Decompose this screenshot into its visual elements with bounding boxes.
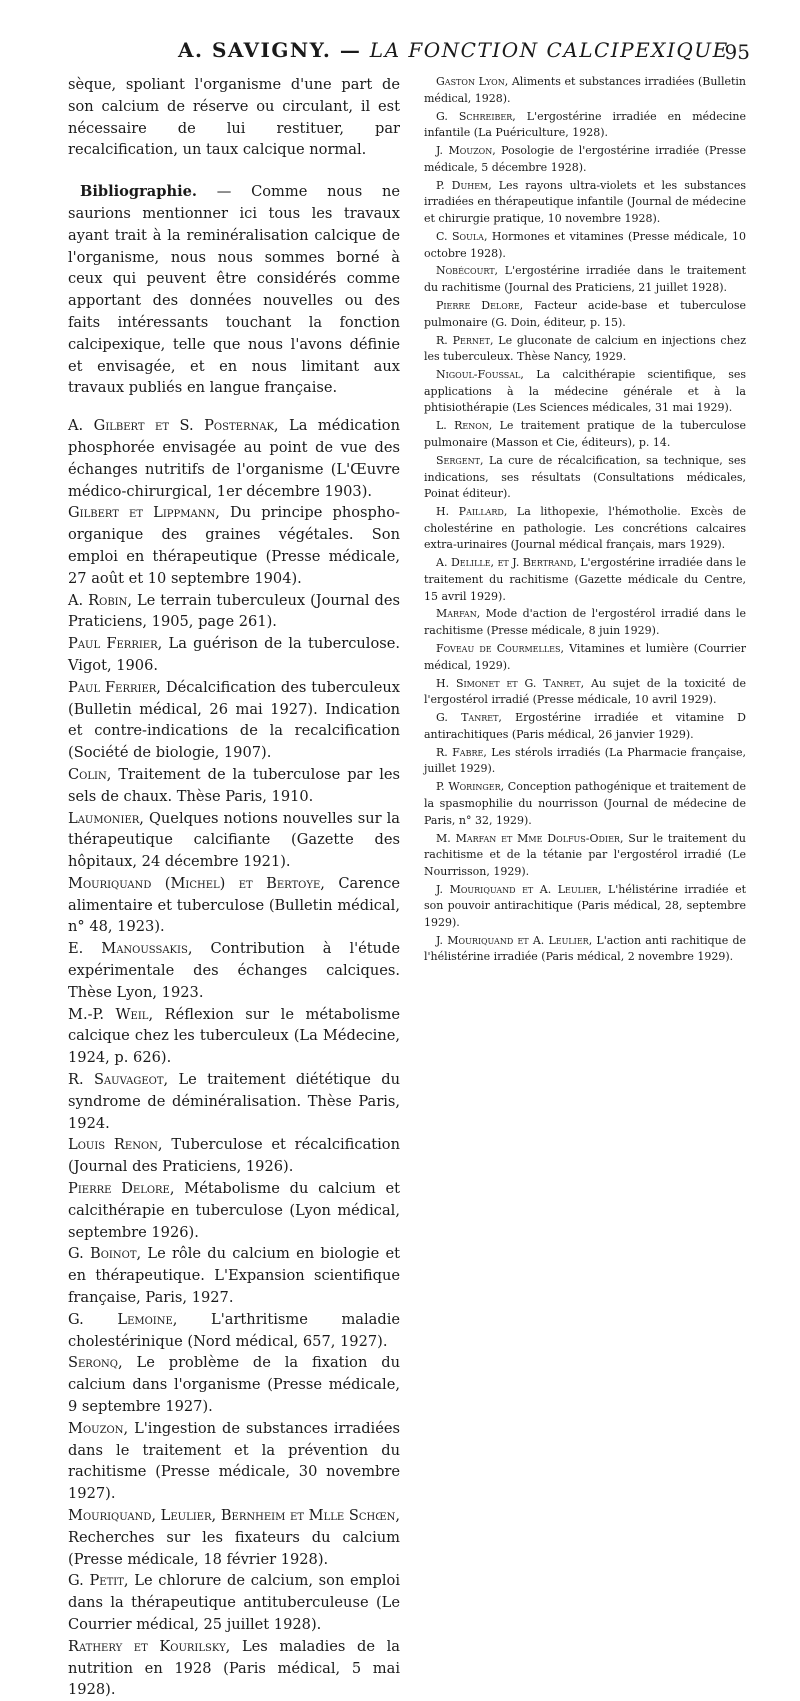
reference-text: Le traitement pratique de la tuberculose pulmonaire (Masson et Cie, éditeurs), p. 14.	[424, 419, 746, 449]
reference-entry	[424, 263, 746, 296]
reference-text: Le traitement diététique du syndrome de déminéralisation. Thèse Paris, 1924.	[68, 1071, 400, 1132]
bibliography-intro-text: — Comme nous ne saurions mentionner ici tous les travaux ayant trait à la reminéralisation calcique de l'organisme, nous nous sommes borné à ceux qui peuvent être considérés comme apportant des données nouvelles ou des faits intéressants touchant la fonction calcipexique, telle que nous l'avons définie et envisagée, et en nous limitant aux travaux publiés en langue française.	[68, 183, 400, 397]
reference-text: Métabolisme du calcium et calcithérapie en tuberculose (Lyon médical, septembre 1926).	[68, 1180, 400, 1241]
header-dash: —	[331, 38, 370, 62]
reference-entry	[68, 1570, 400, 1635]
reference-author: M. Marfan et Mme Dolfus-Odier,	[436, 831, 624, 845]
reference-entry	[68, 677, 400, 764]
reference-entry	[68, 1418, 400, 1505]
reference-text: La calcithérapie scientifique, ses applications à la médecine générale et à la phtisiothérapie (Les Sciences médicales, 31 mai 1929).	[424, 368, 746, 415]
reference-entry	[68, 808, 400, 873]
right-reference-list	[424, 74, 746, 966]
reference-text: L'action anti rachitique de l'hélistérine irradiée (Paris médical, 2 novembre 1929).	[424, 933, 746, 964]
reference-author: Gilbert et Lippmann,	[68, 504, 220, 522]
reference-author: Nigoul-Foussal,	[436, 368, 524, 382]
reference-entry	[68, 1069, 400, 1134]
reference-author: Mouriquand, Leulier, Bernheim et Mlle Schœn,	[68, 1507, 400, 1524]
reference-entry	[68, 1243, 400, 1308]
reference-text: L'ergostérine irradiée dans le traitement du rachitisme (Journal des Praticiens, 21 juillet 1928).	[424, 264, 746, 295]
reference-author: A. Robin,	[68, 591, 133, 609]
reference-entry	[424, 74, 746, 107]
reference-author: Pierre Delore,	[68, 1180, 175, 1198]
page-number: 95	[724, 40, 750, 64]
reference-text: La médication phosphorée envisagée au point de vue des échanges nutritifs de l'organisme (L'Œuvre médico-chirurgical, 1er décembre 1903).	[68, 417, 400, 500]
reference-entry	[424, 453, 746, 503]
reference-entry	[424, 745, 746, 778]
reference-text: Posologie de l'ergostérine irradiée (Presse médicale, 5 décembre 1928).	[424, 144, 746, 174]
reference-text: Du principe phospho-organique des graines végétales. Son emploi en thérapeutique (Presse médicale, 27 août et 10 septembre 1904).	[68, 504, 400, 587]
reference-entry	[68, 1352, 400, 1417]
reference-author: Mouriquand (Michel) et Bertoye,	[68, 874, 325, 892]
reference-text: La lithopexie, l'hémotholie. Excès de cholestérine en pathologie. Les concrétions calcaires extra-urinaires (Journal médical français, mars 1929).	[424, 505, 746, 552]
right-column	[424, 74, 746, 967]
reference-author: Seronq,	[68, 1354, 123, 1372]
bibliography-heading: Bibliographie.	[80, 183, 197, 201]
reference-entry	[424, 143, 746, 176]
reference-text: La cure de récalcification, sa technique, ses indications, ses résultats (Consultations médicales, Poinat éditeur).	[424, 453, 746, 501]
reference-author: J. Mouzon,	[436, 144, 496, 158]
header-author: A. SAVIGNY.	[178, 38, 332, 62]
reference-text: Tuberculose et récalcification (Journal des Praticiens, 1926).	[68, 1136, 400, 1176]
left-reference-list	[68, 415, 400, 1701]
reference-entry	[68, 415, 400, 502]
reference-author: H. Simonet et G. Tanret,	[436, 676, 585, 690]
reference-entry	[424, 504, 746, 554]
reference-text: Facteur acide-base et tuberculose pulmonaire (G. Doin, éditeur, p. 15).	[424, 299, 746, 329]
reference-entry	[424, 555, 746, 605]
reference-author: G. Tanret,	[436, 711, 502, 725]
reference-text: Réflexion sur le métabolisme calcique chez les tuberculeux (La Médecine, 1924, p. 626).	[68, 1005, 400, 1067]
reference-entry	[424, 641, 746, 674]
page-header	[68, 34, 748, 74]
reference-entry	[68, 873, 400, 938]
running-title	[178, 38, 729, 62]
reference-text: Décalcification des tuberculeux (Bulletin médical, 26 mai 1927). Indication et contre-indications de la recalcification (Société de biologie, 1907).	[68, 678, 400, 762]
reference-entry	[424, 831, 746, 881]
reference-author: Colin,	[68, 765, 112, 783]
reference-author: C. Soula,	[436, 229, 488, 243]
reference-text: Carence alimentaire et tuberculose (Bulletin médical, n° 48, 1923).	[68, 874, 401, 936]
reference-entry	[424, 882, 746, 932]
reference-entry	[68, 1004, 400, 1069]
reference-author: E. Manoussakis,	[68, 940, 193, 958]
reference-entry	[424, 779, 746, 829]
reference-text: L'arthritisme maladie cholestérinique (Nord médical, 657, 1927).	[68, 1310, 400, 1350]
reference-text: L'ergostérine irradiée en médecine infantile (La Puériculture, 1928).	[424, 109, 746, 140]
reference-text: Le rôle du calcium en biologie et en thérapeutique. L'Expansion scientifique française, Paris, 1927.	[68, 1245, 400, 1307]
reference-entry	[68, 1636, 400, 1701]
reference-author: R. Fabre,	[436, 745, 487, 759]
reference-author: G. Boinot,	[68, 1245, 142, 1263]
reference-author: J. Mouriquand et A. Leulier,	[436, 882, 602, 896]
reference-entry	[68, 1134, 400, 1178]
reference-author: J. Mouriquand et A. Leulier,	[436, 933, 593, 947]
reference-entry	[424, 933, 746, 966]
reference-text: Recherches sur les fixateurs du calcium (Presse médicale, 18 février 1928).	[68, 1528, 400, 1568]
bibliography-intro	[68, 181, 400, 399]
reference-entry	[68, 1178, 400, 1243]
reference-author: L. Renon,	[436, 419, 493, 433]
reference-author: Paul Ferrier,	[68, 678, 161, 696]
reference-author: G. Schreiber,	[436, 109, 516, 123]
reference-text: Les stérols irradiés (La Pharmacie française, juillet 1929).	[424, 745, 746, 776]
reference-author: Marfan,	[436, 607, 481, 621]
continuation-paragraph: sèque, spoliant l'organisme d'une part de son calcium de réserve ou circulant, il est nécessaire de lui restituer, par recalcification, un taux calcique normal.	[68, 76, 400, 159]
reference-entry	[424, 676, 746, 709]
reference-entry	[68, 1309, 400, 1353]
header-title: LA FONCTION CALCIPEXIQUE	[369, 38, 729, 62]
reference-author: M.-P. Weil,	[68, 1005, 154, 1023]
reference-text: Le gluconate de calcium en injections chez les tuberculeux. Thèse Nancy, 1929.	[424, 333, 746, 364]
reference-entry	[424, 710, 746, 743]
reference-author: P. Woringer,	[436, 780, 505, 794]
reference-author: Louis Renon,	[68, 1136, 163, 1154]
reference-author: Laumonier,	[68, 809, 144, 827]
reference-author: R. Pernet,	[436, 333, 494, 347]
reference-text: Aliments et substances irradiées (Bulletin médical, 1928).	[424, 75, 747, 105]
reference-author: Mouzon,	[68, 1419, 129, 1437]
reference-author: Foveau de Courmelles,	[436, 642, 564, 656]
reference-text: Le terrain tuberculeux (Journal des Praticiens, 1905, page 261).	[68, 591, 400, 631]
reference-text: Ergostérine irradiée et vitamine D antirachitiques (Paris médical, 26 janvier 1929).	[424, 711, 746, 741]
reference-author: Gaston Lyon,	[436, 75, 509, 88]
reference-author: G. Petit,	[68, 1572, 129, 1590]
reference-entry	[68, 590, 400, 634]
reference-entry	[68, 938, 400, 1003]
reference-entry	[68, 1505, 400, 1570]
reference-entry	[424, 109, 746, 142]
reference-entry	[424, 606, 746, 639]
reference-author: A. Gilbert et S. Posternak,	[68, 417, 279, 435]
reference-author: H. Paillard,	[436, 505, 508, 519]
reference-entry	[424, 178, 746, 228]
reference-author: G. Lemoine,	[68, 1310, 178, 1328]
reference-entry	[424, 229, 746, 262]
reference-text: Vitamines et lumière (Courrier médical, 1929).	[424, 642, 746, 672]
reference-author: Nobécourt,	[436, 264, 499, 278]
reference-text: Contribution à l'étude expérimentale des échanges calciques. Thèse Lyon, 1923.	[68, 940, 400, 1001]
reference-author: Sergent,	[436, 453, 484, 467]
reference-text: Hormones et vitamines (Presse médicale, 10 octobre 1928).	[424, 229, 746, 260]
reference-entry	[424, 298, 746, 331]
reference-entry	[68, 764, 400, 808]
reference-author: R. Sauvageot,	[68, 1071, 169, 1089]
reference-text: Le chlorure de calcium, son emploi dans la thérapeutique antituberculeuse (Le Courrier médical, 25 juillet 1928).	[68, 1572, 401, 1633]
reference-author: Paul Ferrier,	[68, 635, 163, 653]
reference-text: Sur le traitement du rachitisme et de la tétanie par l'ergostérol irradié (Le Nourrisson, 1929).	[424, 831, 747, 878]
reference-text: L'ergostérine irradiée dans le traitement du rachitisme (Gazette médicale du Centre, 15 avril 1929).	[424, 556, 746, 603]
reference-text: L'hélistérine irradiée et son pouvoir antirachitique (Paris médical, 28, septembre 1929).	[424, 882, 747, 929]
reference-text: Traitement de la tuberculose par les sels de chaux. Thèse Paris, 1910.	[68, 765, 400, 805]
reference-text: Les maladies de la nutrition en 1928 (Paris médical, 5 mai 1928).	[68, 1637, 400, 1699]
reference-entry	[424, 367, 746, 417]
reference-text: Au sujet de la toxicité de l'ergostérol irradié (Presse médicale, 10 avril 1929).	[424, 676, 746, 707]
reference-text: Les rayons ultra-violets et les substances irradiées en thérapeutique infantile (Journal de médecine et chirurgie pratique, 10 novembre 1928).	[424, 178, 747, 225]
reference-text: L'ingestion de substances irradiées dans le traitement et la prévention du rachitisme (Presse médicale, 30 novembre 1927).	[68, 1419, 400, 1503]
reference-text: Le problème de la fixation du calcium dans l'organisme (Presse médicale, 9 septembre 1927).	[68, 1354, 400, 1416]
reference-author: A. Delille, et J. Bertrand,	[436, 556, 577, 570]
reference-entry	[68, 502, 400, 589]
reference-author: P. Duhem,	[436, 178, 492, 192]
reference-entry	[424, 333, 746, 366]
reference-text: Mode d'action de l'ergostérol irradié dans le rachitisme (Presse médicale, 8 juin 1929).	[424, 607, 746, 638]
reference-author: Rathery et Kourilsky,	[68, 1637, 231, 1655]
reference-entry	[68, 633, 400, 677]
reference-entry	[424, 418, 746, 451]
reference-author: Pierre Delore,	[436, 299, 524, 313]
reference-text: Quelques notions nouvelles sur la thérapeutique calcifiante (Gazette des hôpitaux, 24 décembre 1921).	[68, 809, 400, 871]
left-column	[68, 74, 400, 1701]
reference-text: Conception pathogénique et traitement de la spasmophilie du nourrisson (Journal de médecine de Paris, n° 32, 1929).	[424, 780, 746, 827]
reference-text: La guérison de la tuberculose. Vigot, 1906.	[68, 635, 401, 674]
